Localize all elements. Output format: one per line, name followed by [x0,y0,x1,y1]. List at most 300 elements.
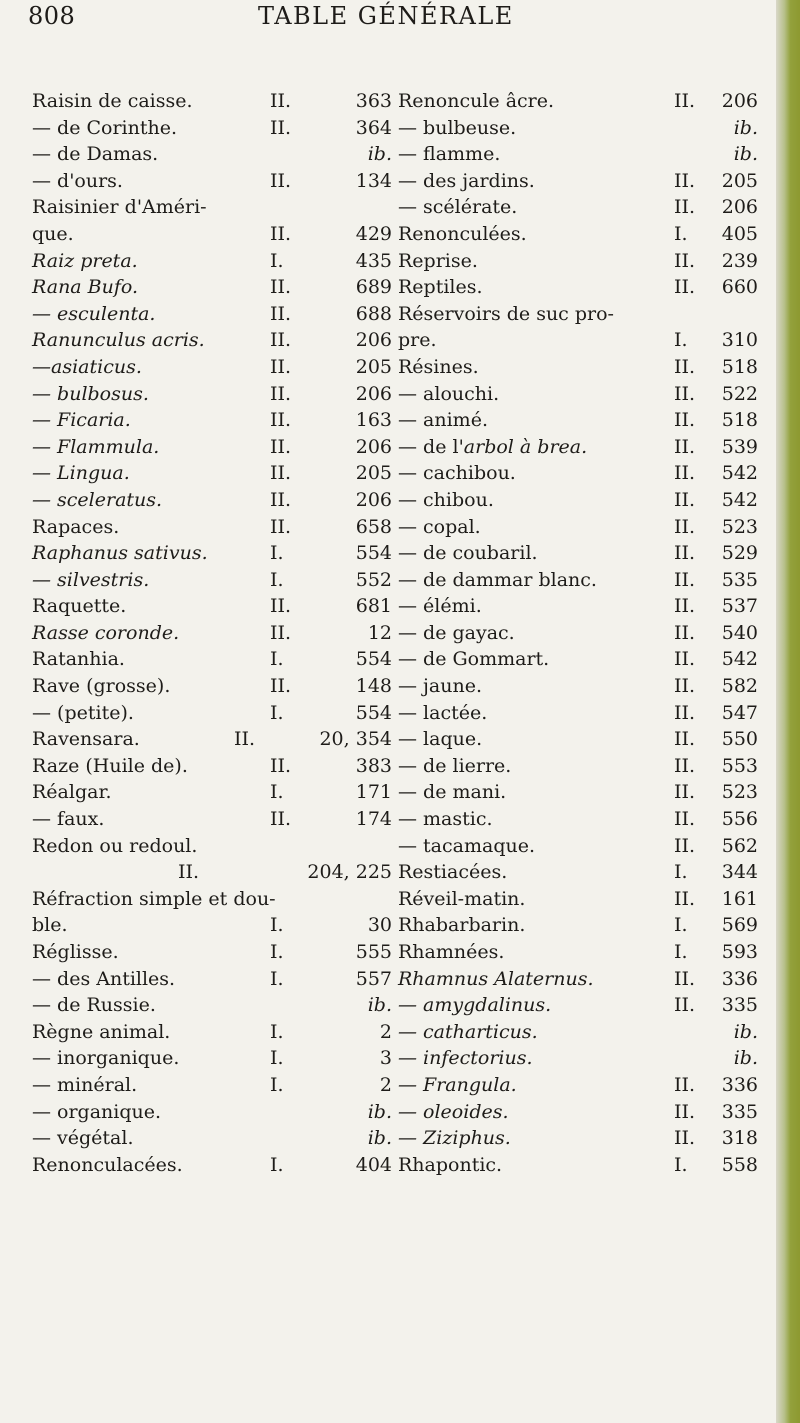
index-entry [398,354,758,381]
entry-page: 310 [721,329,758,352]
index-entry [32,221,392,248]
index-entry [32,646,392,673]
entry-page: 174 [355,808,392,831]
entry-page: 205 [721,169,758,192]
entry-page: 161 [721,887,758,910]
entry-page: 550 [721,728,758,751]
entry-volume: II. [674,595,696,618]
entry-term: Règne animal. [32,1020,171,1043]
entry-term: Rhamnus Alaternus. [398,967,594,990]
entry-term: Rhapontic. [398,1153,503,1176]
entry-term: — bulbeuse. [398,116,517,139]
entry-page: 148 [355,675,392,698]
entry-term: — infectorius. [398,1047,533,1070]
index-entry [32,194,392,221]
entry-term: Réfraction simple et dou- [32,887,276,910]
entry-term: — lactée. [398,701,488,724]
entry-volume: II. [674,1127,696,1150]
index-entry [398,88,758,115]
entry-page: 523 [721,515,758,538]
entry-volume: II. [674,196,696,219]
entry-term: Raphanus sativus. [32,542,208,565]
entry-page: 569 [721,914,758,937]
index-entry [398,700,758,727]
entry-volume: II. [270,621,292,644]
index-entry [398,1099,758,1126]
index-entry [398,274,758,301]
entry-page: 20, 354 [319,728,392,751]
entry-page: ib. [367,143,392,166]
entry-volume: II. [270,808,292,831]
entry-term: — de lierre. [398,754,512,777]
entry-volume: II. [270,675,292,698]
entry-page: 163 [355,409,392,432]
index-entry [398,939,758,966]
index-entry [32,141,392,168]
index-entry [398,806,758,833]
entry-page: 206 [355,435,392,458]
entry-page: 556 [721,808,758,831]
index-entry [398,1072,758,1099]
index-entry [32,886,392,913]
page-edge [776,0,800,1423]
entry-page: 681 [355,595,392,618]
index-entry [398,620,758,647]
index-entry [398,514,758,541]
index-entry [398,248,758,275]
entry-page: 205 [355,355,392,378]
entry-volume: II. [674,249,696,272]
index-entry [32,1099,392,1126]
entry-page: 344 [721,861,758,884]
index-entry [32,168,392,195]
entry-page: 660 [721,276,758,299]
entry-term: — alouchi. [398,382,500,405]
entry-volume: II. [674,355,696,378]
entry-page: 171 [355,781,392,804]
entry-volume: II. [270,382,292,405]
entry-page: 523 [721,781,758,804]
entry-term: Rhabarbarin. [398,914,526,937]
entry-page: 206 [721,196,758,219]
index-entry [32,540,392,567]
index-entry [32,1152,392,1179]
entry-volume: I. [674,222,688,245]
entry-volume: I. [674,861,688,884]
entry-volume: I. [270,648,284,671]
index-entry [398,859,758,886]
entry-term: —asiaticus. [32,355,142,378]
index-entry [32,673,392,700]
entry-term: pre. [398,329,437,352]
index-entry [398,646,758,673]
entry-term: — de mani. [398,781,507,804]
entry-term: — végétal. [32,1127,134,1150]
entry-term: — de coubaril. [398,542,538,565]
entry-volume: II. [674,90,696,112]
index-entry [398,194,758,221]
entry-term: Résines. [398,355,479,378]
entry-term: Renoncule âcre. [398,90,555,112]
index-entry [398,912,758,939]
index-entry [398,593,758,620]
entry-volume: I. [270,914,284,937]
entry-term: — scélérate. [398,196,518,219]
entry-term: Reprise. [398,249,478,272]
entry-page: 542 [721,648,758,671]
entry-page: ib. [733,1020,758,1043]
entry-volume: II. [270,355,292,378]
entry-page: 518 [721,409,758,432]
index-entry [32,1072,392,1099]
entry-term: — jaune. [398,675,483,698]
entry-volume: I. [270,542,284,565]
entry-term: Raiz preta. [32,249,138,272]
entry-term: — des jardins. [398,169,535,192]
entry-page: 562 [721,834,758,857]
entry-term: — minéral. [32,1073,138,1096]
entry-term: — Ziziphus. [398,1127,511,1150]
entry-term: — catharticus. [398,1020,538,1043]
index-entry [32,88,392,115]
entry-term: — flamme. [398,143,501,166]
entry-volume: II. [270,90,292,112]
entry-page: ib. [733,1047,758,1070]
entry-page: 539 [721,435,758,458]
index-entry [32,992,392,1019]
entry-term: — de dammar blanc. [398,568,597,591]
entry-term: — amygdalinus. [398,994,552,1017]
entry-page: 547 [721,701,758,724]
index-entry [398,381,758,408]
index-entry [398,141,758,168]
entry-term: Réglisse. [32,941,119,963]
entry-volume: II. [674,515,696,538]
entry-term: — chibou. [398,488,494,511]
entry-term: — faux. [32,808,105,831]
entry-page: 363 [355,90,392,112]
entry-page: ib. [367,994,392,1017]
entry-page: 540 [721,621,758,644]
entry-volume: II. [270,276,292,299]
entry-term: ble. [32,914,68,937]
entry-volume: I. [270,1153,284,1176]
running-title: TABLE GÉNÉRALE [258,2,514,30]
entry-term: Réservoirs de suc pro- [398,302,614,325]
entry-page: 2 [379,1020,392,1043]
entry-term: — Flammula. [32,435,160,458]
entry-page: 206 [721,90,758,112]
entry-volume: II. [674,488,696,511]
entry-volume: II. [674,382,696,405]
entry-page: 335 [721,994,758,1017]
entry-term: Renonculacées. [32,1153,183,1176]
entry-page: 554 [355,542,392,565]
entry-page: 593 [721,941,758,963]
index-entry [398,115,758,142]
entry-term: — mastic. [398,808,493,831]
entry-term: Réalgar. [32,781,112,804]
entry-page: 429 [355,222,392,245]
entry-volume: I. [270,1020,284,1043]
entry-volume: I. [270,249,284,272]
index-entry [32,833,392,860]
entry-term: — tacamaque. [398,834,535,857]
entry-page: 206 [355,382,392,405]
entry-term: — silvestris. [32,568,150,591]
entry-volume: I. [674,1153,688,1176]
entry-term: Rhamnées. [398,941,505,963]
index-entry [398,327,758,354]
index-entry [32,514,392,541]
index-entry [398,487,758,514]
index-entry [32,115,392,142]
index-entry [398,673,758,700]
entry-page: 336 [721,967,758,990]
index-entry [32,487,392,514]
entry-term: Raisinier d'Améri- [32,196,207,219]
entry-volume: II. [674,409,696,432]
entry-term: — oleoides. [398,1100,509,1123]
entry-page: 335 [721,1100,758,1123]
entry-page: 529 [721,542,758,565]
entry-term: — animé. [398,409,488,432]
entry-term: — sceleratus. [32,488,163,511]
entry-volume: I. [270,941,284,963]
entry-term: — de Corinthe. [32,116,178,139]
entry-volume: II. [674,1100,696,1123]
entry-volume: II. [674,621,696,644]
index-entry [32,859,392,886]
index-entry [398,460,758,487]
entry-volume: II. [270,488,292,511]
entry-term: Rapaces. [32,515,120,538]
entry-page: 30 [367,914,392,937]
entry-term: — Ficaria. [32,409,131,432]
index-entry [32,248,392,275]
entry-page: 12 [367,621,392,644]
entry-term: — copal. [398,515,481,538]
index-entry [398,434,758,461]
entry-page: 206 [355,488,392,511]
index-entry [32,567,392,594]
entry-page: 364 [355,116,392,139]
index-entry [398,1045,758,1072]
index-entry [32,460,392,487]
index-entry [398,753,758,780]
entry-term: — esculenta. [32,302,156,325]
index-entry [32,301,392,328]
entry-volume: II. [674,435,696,458]
entry-volume: II. [674,462,696,485]
entry-volume: I. [270,568,284,591]
entry-term: — inorganique. [32,1047,180,1070]
entry-volume: II. [270,169,292,192]
entry-term: Réveil-matin. [398,887,526,910]
entry-term: que. [32,222,74,245]
entry-volume: I. [674,941,688,963]
index-entry [398,540,758,567]
entry-term: Ravensara. [32,728,140,751]
index-entry [398,833,758,860]
entry-term: Redon ou redoul. [32,834,198,857]
index-entry [32,274,392,301]
entry-term: — de Russie. [32,994,156,1017]
entry-page: 553 [721,754,758,777]
entry-volume: II. [270,595,292,618]
entry-term: Renonculées. [398,222,527,245]
entry-page: 522 [721,382,758,405]
entry-page: 435 [355,249,392,272]
entry-page: 554 [355,648,392,671]
entry-volume: II. [674,1073,696,1096]
entry-volume: II. [674,754,696,777]
entry-page: 689 [355,276,392,299]
entry-term: Rana Bufo. [32,276,139,299]
entry-page: 205 [355,462,392,485]
entry-term: Ranunculus acris. [32,329,205,352]
entry-term: — de Gommart. [398,648,550,671]
entry-volume: I. [270,1047,284,1070]
entry-volume: II. [674,675,696,698]
entry-term: Raquette. [32,595,127,618]
index-entry [32,1125,392,1152]
entry-term: — de Damas. [32,143,159,166]
index-entry [32,779,392,806]
index-entry [398,992,758,1019]
index-entry [32,407,392,434]
index-entry [32,912,392,939]
entry-page: ib. [367,1100,392,1123]
entry-page: 537 [721,595,758,618]
entry-term: — élémi. [398,595,482,618]
entry-page: 404 [355,1153,392,1176]
entry-term: — laque. [398,728,483,751]
entry-term: — (petite). [32,701,134,724]
entry-volume: II. [674,701,696,724]
entry-volume: II. [674,967,696,990]
index-entry [398,726,758,753]
index-entry [32,966,392,993]
entry-term: — de l'arbol à brea. [398,435,588,458]
entry-volume: II. [270,302,292,325]
entry-term: Rave (grosse). [32,675,171,698]
index-column-left [32,88,392,1178]
entry-term: — cachibou. [398,462,516,485]
entry-page: 557 [355,967,392,990]
entry-term: — d'ours. [32,169,123,192]
entry-page: 206 [355,329,392,352]
entry-volume: II. [674,276,696,299]
entry-volume: I. [270,781,284,804]
entry-volume: II. [178,861,200,884]
index-entry [32,753,392,780]
index-entry [398,567,758,594]
entry-page: 542 [721,462,758,485]
entry-volume: I. [270,967,284,990]
index-entry [398,886,758,913]
entry-page: 582 [721,675,758,698]
index-entry [398,1125,758,1152]
entry-term: Reptiles. [398,276,483,299]
index-entry [398,779,758,806]
entry-page: 518 [721,355,758,378]
index-entry [398,301,758,328]
entry-page: 383 [355,754,392,777]
index-entry [398,168,758,195]
entry-page: 2 [379,1073,392,1096]
entry-volume: II. [674,994,696,1017]
page-header [0,2,776,40]
entry-volume: II. [674,834,696,857]
entry-term: — Frangula. [398,1073,517,1096]
entry-term: — de gayac. [398,621,515,644]
index-entry [32,806,392,833]
entry-page: 204, 225 [307,861,392,884]
page-number: 808 [28,2,76,30]
entry-page: 318 [721,1127,758,1150]
entry-volume: II. [270,435,292,458]
entry-term: — Lingua. [32,462,130,485]
entry-volume: II. [270,409,292,432]
entry-page: 688 [355,302,392,325]
entry-volume: II. [674,808,696,831]
entry-term: Raze (Huile de). [32,754,188,777]
entry-page: 535 [721,568,758,591]
entry-volume: II. [674,648,696,671]
entry-volume: I. [270,1073,284,1096]
index-entry [398,1019,758,1046]
entry-volume: II. [674,887,696,910]
entry-term: Restiacées. [398,861,508,884]
entry-term: — organique. [32,1100,162,1123]
index-entry [398,407,758,434]
entry-volume: I. [270,701,284,724]
entry-page: 239 [721,249,758,272]
entry-page: 555 [355,941,392,963]
entry-volume: II. [234,728,256,751]
index-entry [32,726,392,753]
entry-page: ib. [733,143,758,166]
entry-page: 658 [355,515,392,538]
entry-volume: I. [674,329,688,352]
entry-volume: II. [270,515,292,538]
entry-page: 336 [721,1073,758,1096]
entry-page: 3 [379,1047,392,1070]
entry-page: 558 [721,1153,758,1176]
index-entry [398,966,758,993]
index-entry [32,327,392,354]
entry-page: ib. [367,1127,392,1150]
index-entry [32,939,392,966]
entry-volume: II. [270,116,292,139]
index-entry [32,593,392,620]
entry-volume: II. [270,754,292,777]
index-entry [32,1019,392,1046]
entry-term: — bulbosus. [32,382,149,405]
entry-volume: I. [674,914,688,937]
index-entry [32,354,392,381]
entry-page: 405 [721,222,758,245]
entry-page: 554 [355,701,392,724]
index-column-right [398,88,758,1178]
index-entry [32,620,392,647]
entry-page: 552 [355,568,392,591]
entry-volume: II. [674,781,696,804]
entry-term: Rasse coronde. [32,621,180,644]
index-entry [32,434,392,461]
index-entry [398,1152,758,1179]
